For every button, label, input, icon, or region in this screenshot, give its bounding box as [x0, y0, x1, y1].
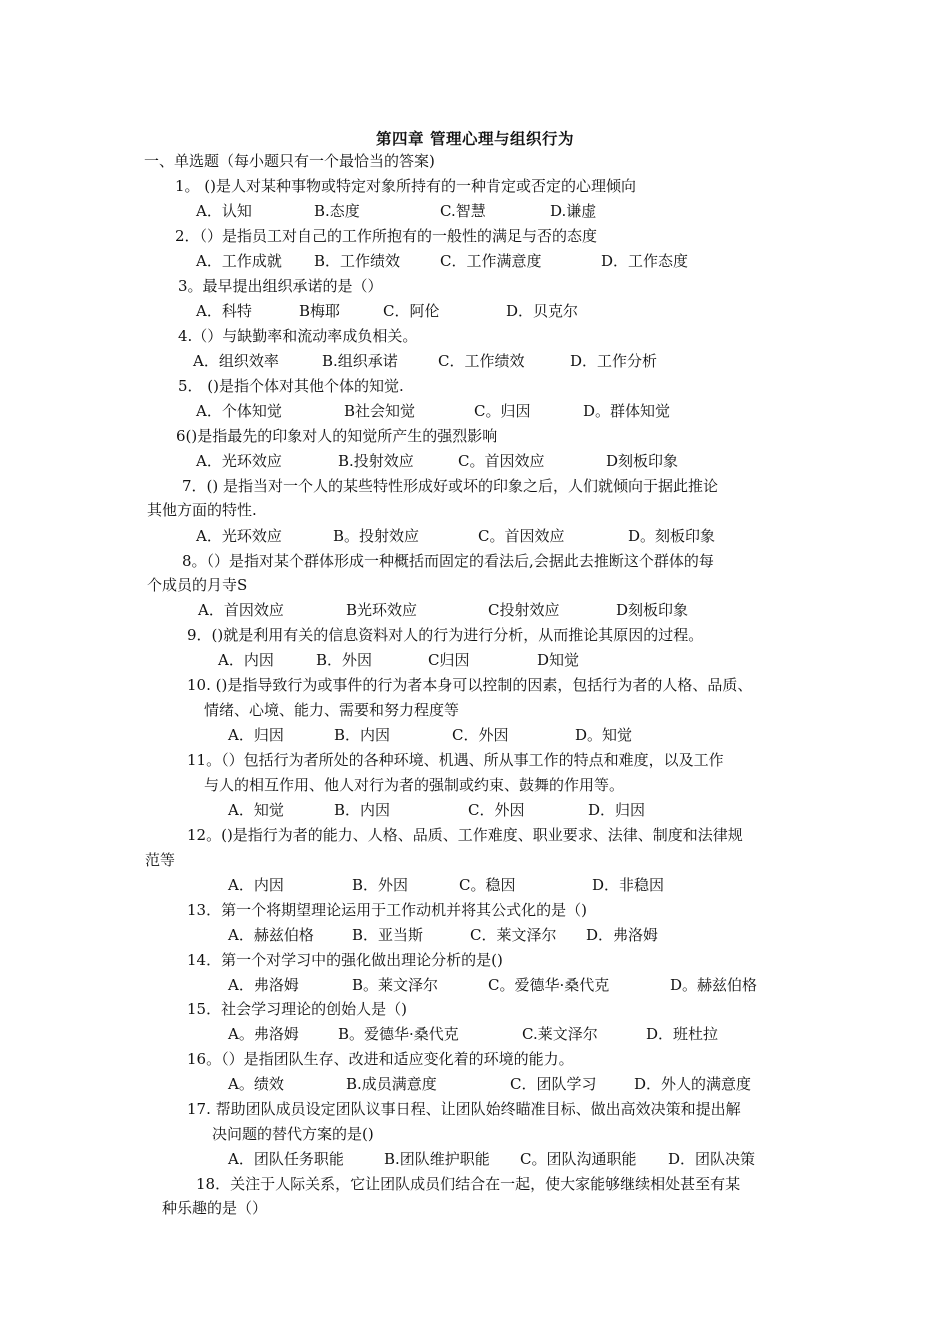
- question-10-line-2: 情绪、心境、能力、需要和努力程度等: [204, 701, 460, 719]
- q10-option-b: B．内因: [334, 726, 391, 744]
- q8-option-d: D刻板印象: [616, 601, 689, 619]
- q7-option-c: C。首因效应: [478, 527, 565, 545]
- q3-option-c: C．阿伦: [383, 302, 440, 320]
- q7-option-d: D。刻板印象: [628, 527, 716, 545]
- q9-option-b: B．外因: [316, 651, 373, 669]
- q13-option-c: C．莱文泽尔: [470, 926, 557, 944]
- q9-option-c: C归因: [428, 651, 470, 669]
- q16-option-c: C．团队学习: [510, 1075, 597, 1093]
- question-3: 3。最早提出组织承诺的是（）: [178, 277, 383, 295]
- q17-option-a: A．团队任务职能: [228, 1150, 344, 1168]
- q12-option-c: C。稳因: [459, 876, 516, 894]
- q16-option-d: D．外人的满意度: [634, 1075, 752, 1093]
- q14-option-b: B。莱文泽尔: [352, 976, 439, 994]
- q12-option-a: A．内因: [228, 876, 284, 894]
- q3-option-a: A．科特: [196, 302, 252, 320]
- q11-option-c: C．外因: [468, 801, 525, 819]
- question-9: 9．()就是利用有关的信息资料对人的行为进行分析，从而推论其原因的过程。: [187, 626, 704, 644]
- question-8-line-1: 8。（）是指对某个群体形成一种概括而固定的看法后,会据此去推断这个群体的每: [182, 552, 714, 570]
- q10-option-d: D。知觉: [575, 726, 633, 744]
- question-15: 15．社会学习理论的创始人是（): [187, 1000, 407, 1018]
- q2-option-b: B．工作绩效: [314, 252, 401, 270]
- q15-option-a: A。弗洛姆: [228, 1025, 299, 1043]
- q6-option-a: A．光环效应: [196, 452, 282, 470]
- q6-option-b: B.投射效应: [338, 452, 414, 470]
- question-12-line-2: 范等: [145, 851, 176, 869]
- q14-option-d: D。赫兹伯格: [670, 976, 758, 994]
- q15-option-c: C.莱文泽尔: [522, 1025, 598, 1043]
- q1-option-d: D.谦虚: [550, 202, 597, 220]
- question-7-line-1: 7．() 是指当对一个人的某些特性形成好或坏的印象之后，人们就倾向于据此推论: [182, 477, 719, 495]
- q13-option-a: A．赫兹伯格: [228, 926, 314, 944]
- chapter-title: 第四章 管理心理与组织行为: [376, 129, 574, 148]
- question-4: 4.（）与缺勤率和流动率成负相关。: [178, 327, 418, 345]
- question-11-line-1: 11。（）包括行为者所处的各种环境、机遇、所从事工作的特点和难度，以及工作: [187, 751, 724, 769]
- q17-option-d: D．团队决策: [668, 1150, 756, 1168]
- question-17-line-2: 决问题的替代方案的是(): [212, 1125, 374, 1143]
- q8-option-b: B光环效应: [346, 601, 418, 619]
- q9-option-a: A．内因: [218, 651, 274, 669]
- q1-option-c: C.智慧: [440, 202, 486, 220]
- q14-option-c: C。爱德华·桑代克: [488, 976, 610, 994]
- q9-option-d: D知觉: [537, 651, 580, 669]
- q8-option-c: C投射效应: [488, 601, 560, 619]
- q3-option-d: D．贝克尔: [506, 302, 579, 320]
- question-7-line-2: 其他方面的特性.: [147, 501, 257, 519]
- question-18-line-1: 18．关注于人际关系，它让团队成员们结合在一起，使大家能够继续相处甚至有某: [196, 1175, 741, 1193]
- q6-option-d: D刻板印象: [606, 452, 679, 470]
- question-17-line-1: 17. 帮助团队成员设定团队议事日程、让团队始终瞄准目标、做出高效决策和提出解: [187, 1100, 741, 1118]
- q11-option-a: A．知觉: [228, 801, 284, 819]
- question-6: 6()是指最先的印象对人的知觉所产生的强烈影响: [176, 427, 498, 445]
- question-10-line-1: 10. ()是指导致行为或事件的行为者本身可以控制的因素，包括行为者的人格、品质、: [187, 676, 753, 694]
- q17-option-c: C。团队沟通职能: [520, 1150, 637, 1168]
- section-heading: 一、单选题（每小题只有一个最恰当的答案): [144, 152, 435, 170]
- q15-option-d: D．班杜拉: [646, 1025, 719, 1043]
- q11-option-b: B．内因: [334, 801, 391, 819]
- q5-option-b: B社会知觉: [344, 402, 416, 420]
- q2-option-a: A．工作成就: [196, 252, 282, 270]
- q10-option-a: A．归因: [228, 726, 284, 744]
- q4-option-c: C．工作绩效: [438, 352, 525, 370]
- q15-option-b: B。爱德华·桑代克: [338, 1025, 459, 1043]
- q13-option-b: B．亚当斯: [352, 926, 424, 944]
- q4-option-d: D．工作分析: [570, 352, 658, 370]
- q5-option-d: D。群体知觉: [583, 402, 671, 420]
- q3-option-b: B梅耶: [299, 302, 341, 320]
- q7-option-a: A．光环效应: [196, 527, 282, 545]
- question-1: 1。 ()是人对某种事物或特定对象所持有的一种肯定或否定的心理倾向: [175, 177, 637, 195]
- question-8-line-2: 个成员的月寺S: [147, 576, 248, 594]
- q10-option-c: C．外因: [452, 726, 509, 744]
- q14-option-a: A．弗洛姆: [228, 976, 299, 994]
- q2-option-c: C．工作满意度: [440, 252, 542, 270]
- q11-option-d: D．归因: [588, 801, 646, 819]
- q1-option-b: B.态度: [314, 202, 360, 220]
- q7-option-b: B。投射效应: [333, 527, 420, 545]
- question-5: 5． ()是指个体对其他个体的知觉.: [178, 377, 404, 395]
- q13-option-d: D．弗洛姆: [586, 926, 659, 944]
- q16-option-b: B.成员满意度: [346, 1075, 437, 1093]
- q12-option-b: B．外因: [352, 876, 409, 894]
- q12-option-d: D．非稳因: [592, 876, 665, 894]
- q5-option-c: C。归因: [474, 402, 531, 420]
- question-13: 13．第一个将期望理论运用于工作动机并将其公式化的是（): [187, 901, 587, 919]
- question-18-line-2: 种乐趣的是（）: [162, 1199, 268, 1217]
- q8-option-a: A．首因效应: [198, 601, 284, 619]
- q4-option-b: B.组织承诺: [322, 352, 398, 370]
- question-12-line-1: 12。()是指行为者的能力、人格、品质、工作难度、职业要求、法律、制度和法律规: [187, 826, 743, 844]
- q5-option-a: A．个体知觉: [196, 402, 282, 420]
- question-2: 2．（）是指员工对自己的工作所抱有的一般性的满足与否的态度: [175, 227, 598, 245]
- q17-option-b: B.团队维护职能: [384, 1150, 490, 1168]
- q16-option-a: A。绩效: [228, 1075, 284, 1093]
- question-11-line-2: 与人的相互作用、他人对行为者的强制或约束、鼓舞的作用等。: [204, 776, 625, 794]
- question-14: 14．第一个对学习中的强化做出理论分析的是(): [187, 951, 503, 969]
- q4-option-a: A．组织效率: [193, 352, 279, 370]
- q2-option-d: D．工作态度: [601, 252, 689, 270]
- q1-option-a: A．认知: [196, 202, 252, 220]
- question-16: 16。（）是指团队生存、改进和适应变化着的环境的能力。: [187, 1050, 574, 1068]
- q6-option-c: C。首因效应: [458, 452, 545, 470]
